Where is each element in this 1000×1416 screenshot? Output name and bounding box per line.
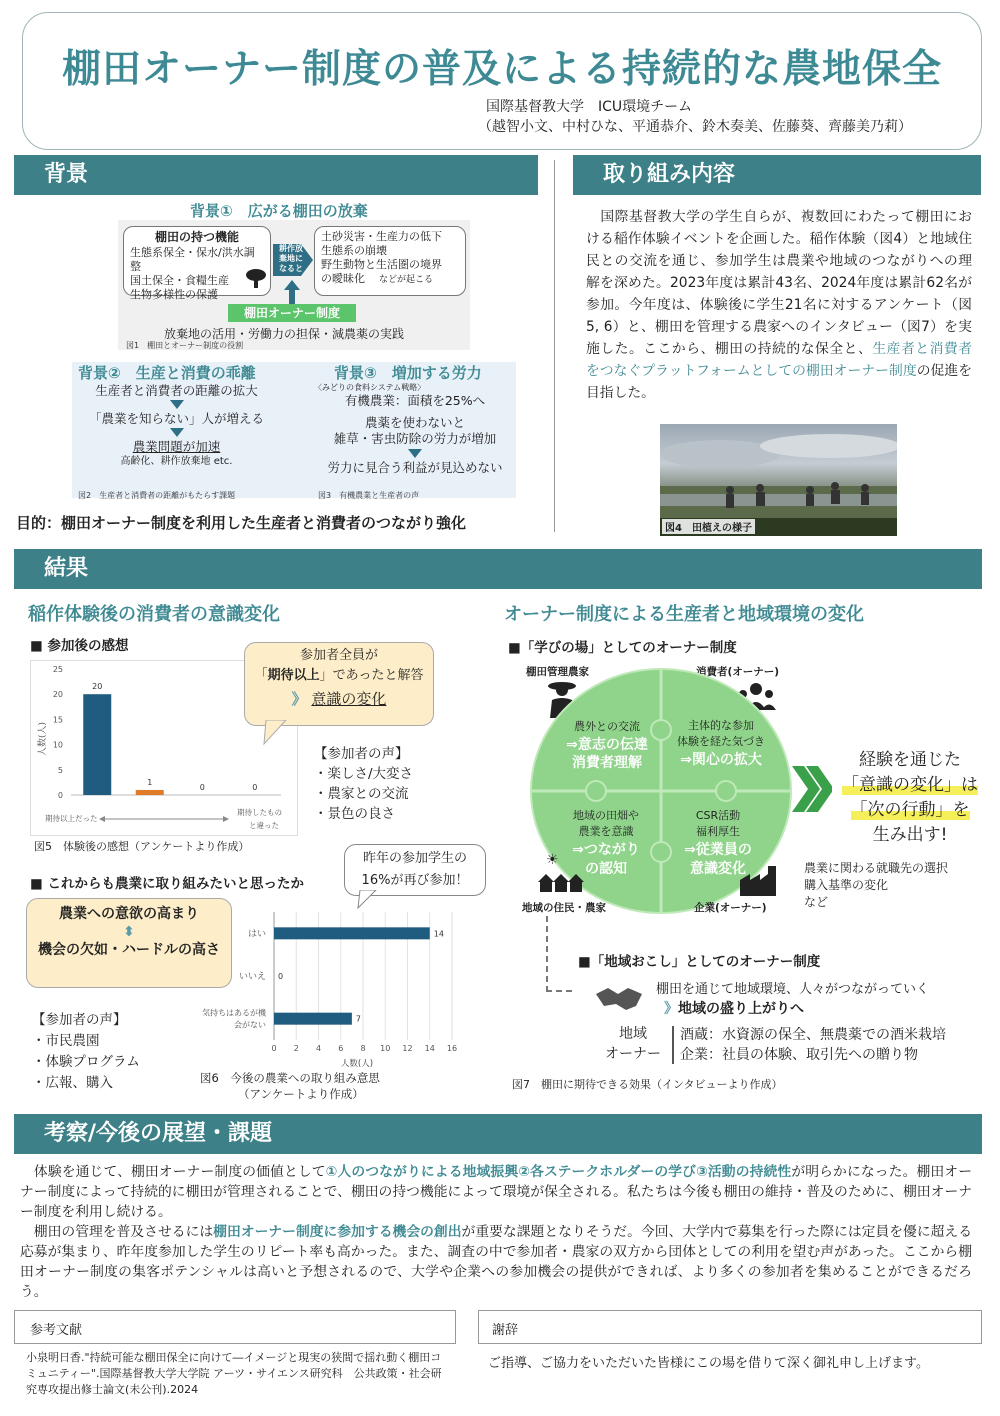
- quadrant-bl: [556, 808, 656, 878]
- experience-line: 「意識の変化」は: [842, 775, 978, 795]
- note-item: 購入基準の変化: [804, 878, 889, 892]
- note-item: 農業に関わる就職先の選択: [804, 861, 949, 875]
- results-right-heading: オーナー制度による生産者と地域環境の変化: [504, 604, 864, 625]
- sun-icon: ☀: [546, 852, 559, 868]
- sake-brewery: 酒蔵：水資源の保全、無農薬での酒米栽培: [680, 1027, 946, 1043]
- voices1-title: 【参加者の声】: [314, 746, 409, 762]
- function-item: 生態系保全・保水/洪水調整: [130, 246, 255, 273]
- motive1: 農業への意欲の高まり: [59, 906, 199, 922]
- local-owner: [598, 1024, 668, 1064]
- voice-item: ・景色の良さ: [314, 806, 395, 822]
- results-heading: 結果: [14, 549, 982, 589]
- fig2-caption: 図2 生産者と消費者の距離がもたらす課題: [78, 491, 236, 500]
- effect-item: 野生動物と生活圏の境界: [321, 258, 442, 271]
- voices2-title: 【参加者の声】: [32, 1012, 127, 1028]
- q2-label: ■ これからも農業に取り組みたいと思ったか: [30, 876, 304, 892]
- x-tick-label: 6: [338, 1044, 344, 1053]
- thanks-heading: 謝辞: [492, 1323, 519, 1338]
- gap-box: [74, 383, 279, 487]
- fig1-caption: 図1 棚田とオーナー制度の役割: [126, 341, 244, 350]
- x-tick-label: 期待したもの: [237, 808, 282, 817]
- voice-item: ・農家との交流: [314, 786, 409, 802]
- x-axis-label: 人数(人): [340, 1059, 374, 1069]
- voice-item: ・市民農園: [32, 1033, 100, 1049]
- quadrant-text: の認知: [585, 861, 627, 877]
- actor-company: 企業(オーナー): [694, 902, 767, 914]
- efforts-body: 国際基督教大学の学生自らが、複数回にわたって棚田における稲作体験イベントを企画した。稲作体験（図4）と地域住民との交流を通じ、参加学生は農業や地域のつながりへの理解を深めた。2023年度は累計43名、2024年度は累計62名が参加。今年度は、体験後に学生21名に対するアンケート（図5, 6）と、棚田を管理する農家へのインタビュー（図7）を実施した。ここから、棚田の持続的な保全と、生産者と消費者をつなぐプラットフォームとしての棚田オーナー制度の促進を目指した。: [586, 209, 973, 401]
- results-left-heading: 稲作体験後の消費者の意識変化: [28, 604, 280, 625]
- down-arrow-icon: [408, 449, 422, 458]
- actor-residents: 地域の住民・農家: [522, 902, 606, 914]
- experience-note: [804, 860, 948, 911]
- chevron-icon: 》: [291, 690, 307, 708]
- data-label: 0: [278, 972, 284, 981]
- callout2-line1: 昨年の参加学生の: [362, 851, 467, 866]
- gap-item: 「農業を知らない」人が増える: [88, 411, 264, 426]
- x-tick-label: 10: [380, 1044, 391, 1053]
- chart2-svg: [198, 902, 464, 1070]
- note-item: など: [804, 895, 829, 909]
- callout1-line1: 参加者全員が: [299, 648, 378, 663]
- y-tick-label: 気持ちはあるが機: [202, 1008, 266, 1018]
- x-tick-label: 12: [402, 1044, 413, 1053]
- page-title: 棚田オーナー制度の普及による持続的な農地保全: [61, 47, 942, 92]
- bar: [274, 927, 430, 939]
- x-tick-label: 2: [293, 1044, 299, 1053]
- actor-consumer: 消費者(オーナー): [696, 666, 780, 678]
- references-heading: 参考文献: [30, 1323, 83, 1338]
- y-tick-label: 10: [52, 740, 63, 750]
- voice-item: ・楽しさ/大変さ: [314, 766, 414, 782]
- owner-effect: 放棄地の活用・労働力の担保・減農薬の実践: [164, 327, 405, 341]
- bar: [136, 790, 164, 795]
- gap-item: 生産者と消費者の距離の拡大: [95, 383, 258, 398]
- y-tick-label: 会がない: [234, 1020, 266, 1030]
- callout1-tail: [262, 720, 292, 750]
- x-tick-label: 16: [446, 1044, 458, 1053]
- y-tick-label: 20: [52, 690, 63, 700]
- revive-line2: 》地域の盛り上がりへ: [664, 1001, 804, 1017]
- discussion-body: [20, 1162, 972, 1302]
- x-tick-label: 期待以上だった: [45, 814, 98, 823]
- quadrant-text: 体験を経た気づき: [677, 735, 765, 748]
- quadrant-tl: [548, 718, 666, 772]
- labor-note: 〈みどりの食料システム戦略〉: [314, 383, 426, 392]
- fig6-caption-2: （アンケートより作成）: [238, 1087, 364, 1101]
- y-tick-label: 15: [52, 715, 63, 725]
- bar: [274, 1013, 352, 1025]
- effect-item: の曖昧化 などが起こる: [321, 272, 434, 285]
- x-tick-label: 8: [360, 1044, 366, 1053]
- x-tick-label: と違った: [249, 821, 279, 830]
- gap-item: 農業問題が加速: [132, 439, 221, 454]
- authors: （越智小文、中村ひな、平通恭介、鈴木奏美、佐藤葵、齊藤美乃莉）: [478, 119, 912, 135]
- data-label: 14: [433, 929, 444, 939]
- corporate: 企業：社員の体験、取引先への贈り物: [680, 1047, 918, 1063]
- motive2: 機会の欠如・ハードルの高さ: [38, 942, 220, 958]
- references-text: 小泉明日香."持続可能な棚田保全に向けて―イメージと現実の狭間で揺れ動く棚田コミュニティー".国際基督教大学大学院 アーツ・サイエンス研究科 公共政策・社会研究専攻提出修士論文(未公刊).2024: [26, 1351, 442, 1396]
- quadrant-text: ⇒従業員の: [684, 842, 752, 858]
- down-arrow-icon: [170, 428, 184, 437]
- experience-line: 生み出す!: [872, 825, 948, 845]
- fig5-caption: 図5 体験後の感想（アンケートより作成）: [34, 840, 250, 853]
- houses-icon: [538, 870, 584, 894]
- arrow-head: [99, 816, 105, 822]
- effect-item: 生態系の崩壊: [321, 244, 387, 257]
- big-chevron-icon: [792, 766, 832, 812]
- affiliation: 国際基督教大学 ICU環境チーム: [486, 99, 693, 115]
- data-label: 1: [147, 777, 153, 787]
- data-label: 0: [199, 783, 205, 792]
- effects-box: [314, 226, 466, 296]
- factory-icon: [740, 866, 780, 896]
- discussion-heading: 考察/今後の展望・課題: [14, 1114, 982, 1154]
- quadrant-text: 農業を意識: [578, 825, 634, 838]
- local-owner-line: オーナー: [605, 1046, 661, 1062]
- thanks-box: [478, 1310, 982, 1344]
- function-item: 生物多様性の保護: [130, 288, 218, 301]
- tree-icon: [245, 268, 267, 288]
- efforts-heading: 取り組み内容: [573, 155, 981, 195]
- bar: [83, 694, 111, 795]
- bracket-line: [672, 1026, 674, 1064]
- quadrant-text: CSR活動: [695, 809, 741, 822]
- quadrant-text: 主体的な参加: [688, 719, 754, 732]
- local-owner-line: 地域: [619, 1026, 647, 1042]
- revive-line1: 棚田を通じて地域環境、人々がつながっていく: [656, 982, 930, 997]
- callout1-line2: 「期待以上」であったと解答: [254, 668, 424, 683]
- voices1: [314, 744, 413, 824]
- effect-item: 土砂災害・生産力の低下: [321, 230, 442, 243]
- up-down-arrow-icon: ⬍: [123, 924, 135, 940]
- quadrant-text: 農外との交流: [574, 720, 640, 733]
- discussion-p2: 棚田の管理を普及させるには棚田オーナー制度に参加する機会の創出が重要な課題となりそうだ。今回、大学内で募集を行った際には定員を優に超える応募が集まり、昨年度参加した学生のリピート率も高かった。また、調査の中で参加者・農家の双方から団体としての利用を望む声があった。ここから棚田オーナー制度の集客ポテンシャルは高いと予想されるので、大学や企業への参加機会の提供ができれば、より多くの参加者を集めることができるだろう。: [20, 1224, 973, 1300]
- discussion-p1: 体験を通じて、棚田オーナー制度の価値として①人のつながりによる地域振興②各ステークホルダーの学び③活動の持続性が明らかになった。棚田オーナー制度によって持続的に棚田が管理されることで、棚田の持つ機能によって環境が保全される。私たちは今後も棚田の維持・普及のために、棚田オーナー制度を利用し続ける。: [20, 1164, 973, 1220]
- handshake-icon: [596, 986, 642, 1012]
- voice-item: ・体験プログラム: [32, 1054, 140, 1070]
- y-tick-label: いいえ: [238, 972, 266, 982]
- thanks-text: ご指導、ご協力をいただいた皆様にこの場を借りて深く御礼申し上げます。: [488, 1356, 929, 1371]
- labor-item: 労力に見合う利益が見込めない: [327, 460, 503, 475]
- labor-box: [314, 383, 516, 487]
- owner-system-label: 棚田オーナー制度: [228, 304, 356, 322]
- arrow-head: [223, 816, 229, 822]
- fig4-caption: 図4 田植えの様子: [662, 519, 755, 534]
- x-tick-label: 0: [271, 1044, 277, 1053]
- fig3-caption: 図3 有機農業と生産者の声: [318, 491, 420, 500]
- quadrant-text: ⇒つながり: [572, 842, 640, 858]
- q1-label: ■ 参加後の感想: [30, 638, 129, 654]
- voices2: [32, 1010, 140, 1094]
- data-label: 7: [355, 1014, 361, 1024]
- actor-farmer: 棚田管理農家: [526, 666, 589, 678]
- experience-block: [830, 748, 990, 848]
- revive-label: ■「地域おこし」としてのオーナー制度: [578, 954, 821, 970]
- y-axis-label: 人数(人): [38, 721, 48, 757]
- purpose: 目的：棚田オーナー制度を利用した生産者と消費者のつながり強化: [16, 514, 467, 532]
- chart2-frame: [198, 902, 464, 1070]
- quadrant-text: ⇒関心の拡大: [680, 752, 762, 768]
- background-sub1: 背景① 広がる棚田の放棄: [190, 202, 368, 220]
- fig7-caption: 図7 棚田に期待できる効果（インタビューより作成）: [512, 1078, 783, 1091]
- function-item: 国土保全・食糧生産: [130, 274, 229, 287]
- up-arrow-icon: [284, 280, 300, 306]
- callout2: [344, 844, 486, 896]
- background-heading: 背景: [14, 155, 538, 195]
- data-label: 0: [252, 783, 258, 792]
- experience-line: 経験を通じた: [859, 750, 961, 770]
- learn-label: ■「学びの場」としてのオーナー制度: [508, 640, 737, 656]
- down-arrow-icon: [170, 400, 184, 409]
- callout2-line2: 16%が再び参加！: [361, 873, 469, 888]
- y-tick-label: 5: [57, 765, 63, 775]
- chevron-icon: 》: [664, 1001, 678, 1017]
- quadrant-tr: [666, 718, 776, 770]
- background-sub3: 背景③ 増加する労力: [334, 364, 482, 382]
- voice-item: ・広報、購入: [32, 1075, 113, 1091]
- labor-item: 農薬を使わないと: [364, 415, 465, 430]
- y-tick-label: はい: [247, 929, 266, 940]
- quadrant-text: ⇒意志の伝達: [566, 737, 648, 753]
- labor-item: 雑草・害虫防除の労力が増加: [333, 431, 497, 446]
- quadrant-text: 福利厚生: [696, 825, 740, 838]
- x-tick-label: 4: [315, 1044, 322, 1053]
- labor-item: 有機農業：面積を25%へ: [344, 393, 486, 408]
- quadrant-text: 消費者理解: [572, 755, 642, 771]
- gap-item-note: 高齢化、耕作放棄地 etc.: [120, 456, 233, 467]
- quadrant-text: 地域の田畑や: [573, 809, 639, 822]
- divider: [554, 160, 555, 532]
- callout1-line3: 》 意識の変化: [291, 690, 387, 708]
- abandon-arrow-label: 耕作放棄地になると: [279, 244, 303, 273]
- fig6-caption-1: 図6 今後の農業への取り組み意思: [200, 1071, 380, 1085]
- experience-line: 「次の行動」を: [850, 800, 970, 820]
- x-tick-label: 14: [424, 1044, 435, 1053]
- callout1: [244, 642, 434, 726]
- quadrant-text: 意識変化: [690, 861, 746, 877]
- y-tick-label: 25: [52, 665, 63, 674]
- data-label: 20: [92, 682, 103, 692]
- background-sub2: 背景② 生産と消費の乖離: [78, 364, 256, 382]
- dashed-connector: [546, 916, 572, 992]
- y-tick-label: 0: [57, 791, 63, 800]
- function-title: 棚田の持つ機能: [154, 230, 239, 244]
